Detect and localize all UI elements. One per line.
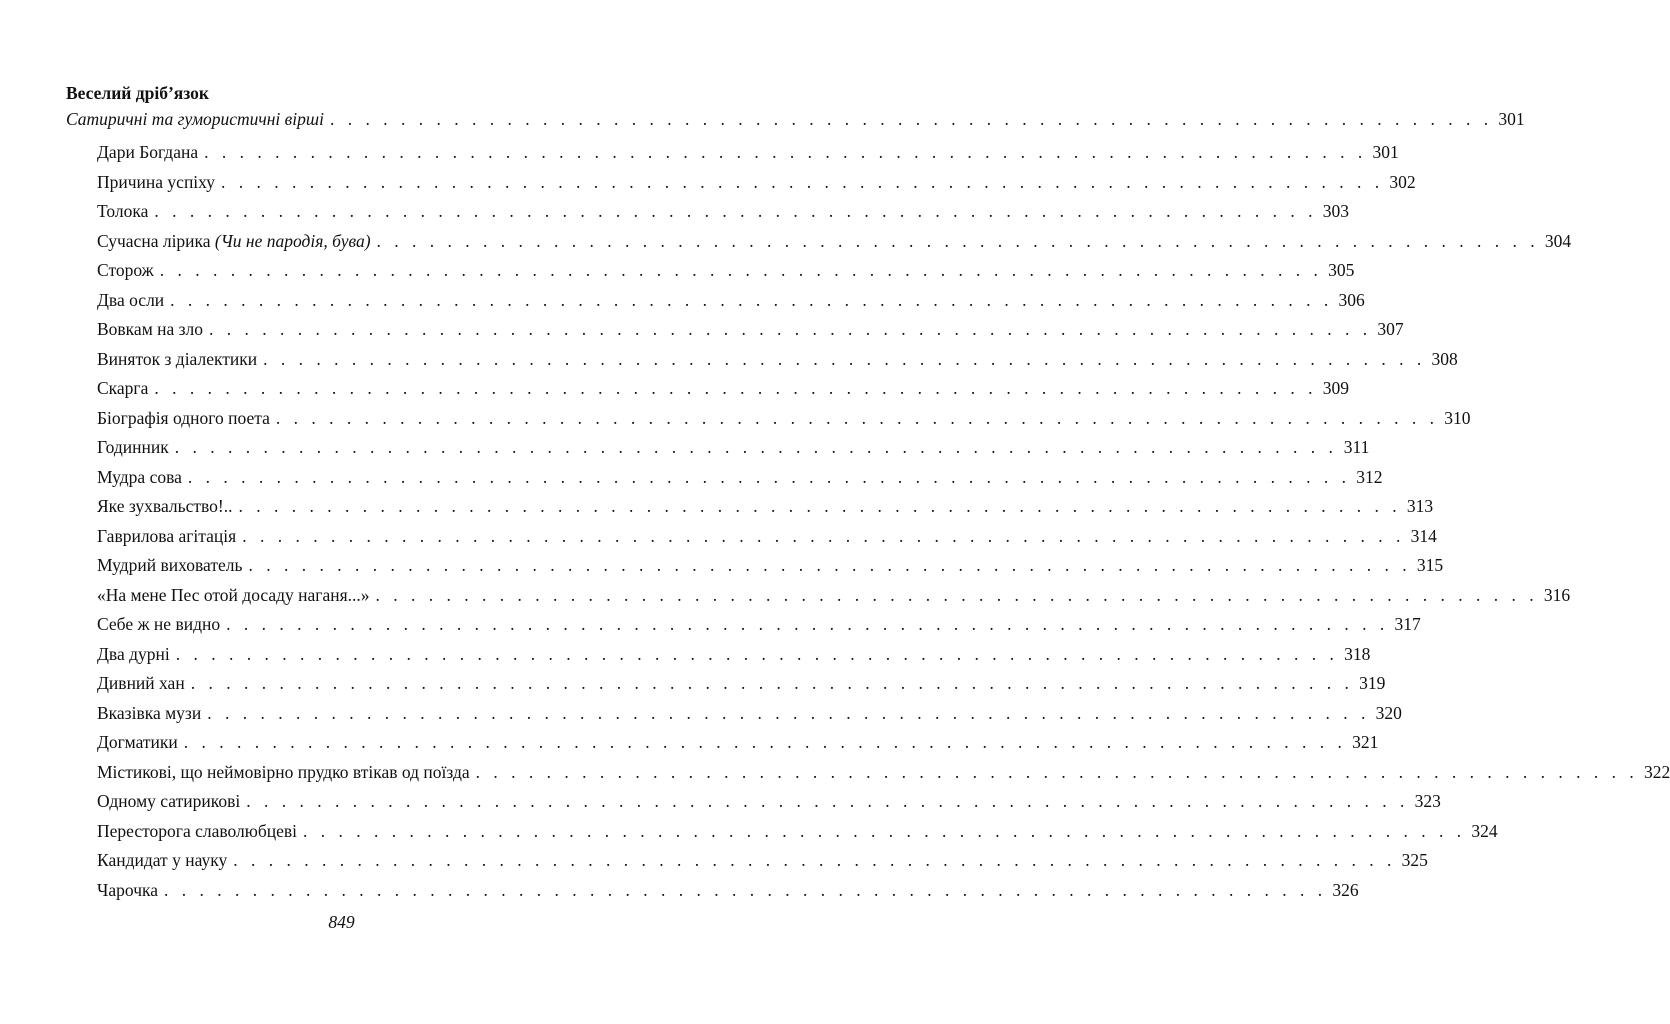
page-number: 309 xyxy=(1322,378,1349,398)
toc-entry xyxy=(66,728,1379,758)
entry-title-text: Дивний хан xyxy=(97,673,185,693)
entry-title-text: Яке зухвальство!.. xyxy=(97,496,233,516)
entry-title xyxy=(97,315,203,345)
page-number: 310 xyxy=(1444,407,1471,428)
page-number: 326 xyxy=(1332,879,1359,900)
entry-title xyxy=(97,522,236,552)
entry-title xyxy=(97,817,297,847)
dot-leader: . . . . . . . . . . . . . . . . . . . . . . . . . . . . . . . . . . . . . . . . . . . . . . . . . . . . . . . . . . . . . . . . . . xyxy=(159,260,1323,280)
page-number: 324 xyxy=(1471,820,1498,841)
table-of-contents xyxy=(66,82,1670,905)
section-subtitle: Сатиричні та гумористичні вірші xyxy=(66,109,324,129)
dot-leader: . . . . . . . . . . . . . . . . . . . . . . . . . . . . . . . . . . . . . . . . . . . . . . . . . . . . . . . . . . . . . . . . . . xyxy=(246,791,1409,811)
toc-entry xyxy=(66,492,1434,522)
entry-title-text: Два дурні xyxy=(97,643,170,664)
page-folio: 849 xyxy=(328,912,355,932)
toc-entry xyxy=(66,522,1437,552)
dot-leader: . . . . . . . . . . . . . . . . . . . . . . . . . . . . . . . . . . . . . . . . . . . . . . . . . . . . . . . . . . . . . . . . . . xyxy=(248,555,1412,575)
page-number: 308 xyxy=(1431,348,1458,369)
entry-title-text: Два осли xyxy=(97,289,165,310)
entry-title xyxy=(97,404,270,434)
toc-entry xyxy=(66,699,1402,729)
page-number: 313 xyxy=(1406,496,1434,516)
dot-leader: . . . . . . . . . . . . . . . . . . . . . . . . . . . . . . . . . . . . . . . . . . . . . . . . . . . . . . . . . . . . . . . . . . xyxy=(242,525,1405,546)
page-number: 317 xyxy=(1394,614,1421,634)
entry-title xyxy=(97,197,148,227)
toc-entry xyxy=(66,846,1428,876)
entry-title xyxy=(97,758,470,788)
entry-title xyxy=(97,699,201,729)
toc-entry xyxy=(66,551,1444,581)
entry-title-text: «На мене Пес отой досаду наганя...» xyxy=(97,584,370,605)
entry-title-text: Виняток з діалектики xyxy=(97,348,258,369)
dot-leader: . . . . . . . . . . . . . . . . . . . . . . . . . . . . . . . . . . . . . . . . . . . . . . . . . . . . . . . . . . . . . . . . . . xyxy=(187,466,1351,487)
entry-title-text: Скарга xyxy=(97,378,149,398)
page-number: 316 xyxy=(1543,584,1571,605)
page-number: 325 xyxy=(1401,850,1428,870)
dot-leader: . . . . . . . . . . . . . . . . . . . . . . . . . . . . . . . . . . . . . . . . . . . . . . . . . . . . . . . . . . . . . . . . . . xyxy=(154,201,1318,221)
page-number: 307 xyxy=(1377,319,1404,339)
toc-entries xyxy=(66,138,1670,905)
entry-title xyxy=(97,551,242,581)
page-number: 320 xyxy=(1375,702,1402,723)
entry-title xyxy=(97,787,240,817)
section-title: Веселий дріб’язок xyxy=(66,83,210,103)
page-number: 304 xyxy=(1544,230,1572,251)
toc-entry xyxy=(66,404,1471,434)
dot-leader: . . . . . . . . . . . . . . . . . . . . . . . . . . . . . . . . . . . . . . . . . . . . . . . . . . . . . . . . . . . . . . . . . . xyxy=(263,348,1426,369)
page-number: 301 xyxy=(1372,142,1399,162)
entry-title-text: Мудрий вихователь xyxy=(97,555,243,575)
entry-title-text: Пересторога славолюбцеві xyxy=(97,820,298,841)
entry-title xyxy=(97,463,182,493)
toc-entry xyxy=(66,817,1498,847)
toc-entry xyxy=(66,256,1355,286)
section-subtitle-row xyxy=(66,106,1525,132)
page-number: 314 xyxy=(1410,525,1437,546)
page-number: 303 xyxy=(1322,201,1350,221)
entry-title xyxy=(97,286,164,316)
entry-title xyxy=(97,227,371,257)
entry-title xyxy=(97,138,198,168)
toc-entry xyxy=(66,345,1458,375)
entry-title xyxy=(97,492,232,522)
toc-entry xyxy=(66,286,1365,316)
entry-note: (Чи не пародія, бува) xyxy=(214,230,371,251)
entry-title-text: Чарочка xyxy=(97,879,158,900)
entry-title-text: Вовкам на зло xyxy=(97,319,204,339)
dot-leader: . . . . . . . . . . . . . . . . . . . . . . . . . . . . . . . . . . . . . . . . . . . . . . . . . . . . . . . . . . . . . . . . . . xyxy=(164,879,1327,900)
toc-entry xyxy=(66,876,1359,906)
entry-title-text: Себе ж не видно xyxy=(97,614,221,634)
toc-entry xyxy=(66,787,1441,817)
entry-title-text: Сторож xyxy=(97,260,154,280)
dot-leader: . . . . . . . . . . . . . . . . . . . . . . . . . . . . . . . . . . . . . . . . . . . . . . . . . . . . . . . . . . . . . . . . . . xyxy=(221,171,1384,192)
dot-leader: . . . . . . . . . . . . . . . . . . . . . . . . . . . . . . . . . . . . . . . . . . . . . . . . . . . . . . . . . . . . . . . . . . xyxy=(303,820,1466,841)
entry-title xyxy=(97,610,220,640)
entry-title-text: Гаврилова агітація xyxy=(97,525,237,546)
dot-leader: . . . . . . . . . . . . . . . . . . . . . . . . . . . . . . . . . . . . . . . . . . . . . . . . . . . . . . . . . . . . . . . . . . xyxy=(190,673,1354,693)
dot-leader: . . . . . . . . . . . . . . . . . . . . . . . . . . . . . . . . . . . . . . . . . . . . . . . . . . . . . . . . . . . . . . . . . . xyxy=(275,407,1439,428)
page-number: 322 xyxy=(1644,761,1670,782)
entry-title-text: Містикові, що неймовірно прудко втікав од поїзда xyxy=(97,761,470,782)
entry-title xyxy=(97,581,370,611)
dot-leader: . . . . . . . . . . . . . . . . . . . . . . . . . . . . . . . . . . . . . . . . . . . . . . . . . . . . . . . . . . . . . . . . . . xyxy=(207,702,1370,723)
dot-leader: . . . . . . . . . . . . . . . . . . . . . . . . . . . . . . . . . . . . . . . . . . . . . . . . . . . . . . . . . . . . . . . . . . xyxy=(170,289,1333,310)
dot-leader: . . . . . . . . . . . . . . . . . . . . . . . . . . . . . . . . . . . . . . . . . . . . . . . . . . . . . . . . . . . . . . . . . . xyxy=(226,614,1389,634)
entry-title-text: Вказівка музи xyxy=(97,702,202,723)
toc-entry xyxy=(66,581,1571,611)
entry-title-text: Толока xyxy=(97,201,149,221)
entry-title xyxy=(97,374,148,404)
entry-title xyxy=(97,669,185,699)
dot-leader: . . . . . . . . . . . . . . . . . . . . . . . . . . . . . . . . . . . . . . . . . . . . . . . . . . . . . . . . . . . . . . . . . . xyxy=(183,732,1347,752)
entry-title-text: Кандидат у науку xyxy=(97,850,228,870)
page-number: 321 xyxy=(1352,732,1379,752)
dot-leader: . . . . . . . . . . . . . . . . . . . . . . . . . . . . . . . . . . . . . . . . . . . . . . . . . . . . . . . . . . . . . . . . . . xyxy=(154,378,1317,398)
dot-leader: . . . . . . . . . . . . . . . . . . . . . . . . . . . . . . . . . . . . . . . . . . . . . . . . . . . . . . . . . . . . . . . . . . xyxy=(376,230,1540,251)
entry-title xyxy=(97,256,154,286)
page-number: 319 xyxy=(1359,673,1386,693)
entry-title xyxy=(97,640,170,670)
toc-entry xyxy=(66,138,1399,168)
toc-entry xyxy=(66,669,1386,699)
toc-entry xyxy=(66,433,1370,463)
dot-leader: . . . . . . . . . . . . . . . . . . . . . . . . . . . . . . . . . . . . . . . . . . . . . . . . . . . . . . . . . . . . . . . . . . xyxy=(475,761,1639,782)
page-number: 315 xyxy=(1416,555,1444,575)
entry-title-text: Годинник xyxy=(97,437,169,457)
dot-leader: . . . . . . . . . . . . . . . . . . . . . . . . . . . . . . . . . . . . . . . . . . . . . . . . . . . . . . . . . . . . . . . . . . xyxy=(174,437,1338,457)
page-number: 311 xyxy=(1343,437,1370,457)
dot-leader: . . . . . . . . . . . . . . . . . . . . . . . . . . . . . . . . . . . . . . . . . . . . . . . . . . . . . . . . . . . . . . . . . . xyxy=(233,850,1396,870)
entry-title-text: Догматики xyxy=(97,732,178,752)
entry-title-text: Біографія одного поета xyxy=(97,407,270,428)
toc-entry xyxy=(66,758,1670,788)
page-number: 302 xyxy=(1389,171,1416,192)
page-number: 323 xyxy=(1414,791,1441,811)
entry-title-text: Дари Богдана xyxy=(97,142,199,162)
dot-leader: . . . . . . . . . . . . . . . . . . . . . . . . . . . . . . . . . . . . . . . . . . . . . . . . . . . . . . . . . . . . . . . . . . xyxy=(204,142,1367,162)
entry-title-text: Одному сатирикові xyxy=(97,791,241,811)
dot-leader: . . . . . . . . . . . . . . . . . . . . . . . . . . . . . . . . . . . . . . . . . . . . . . . . . . . . . . . . . . . . . . . . . . xyxy=(238,496,1402,516)
toc-entry xyxy=(66,463,1383,493)
entry-title xyxy=(97,728,178,758)
page-number: 306 xyxy=(1338,289,1365,310)
entry-title xyxy=(97,168,215,198)
toc-entry xyxy=(66,374,1349,404)
entry-title-text: Мудра сова xyxy=(97,466,182,487)
entry-title xyxy=(97,876,158,906)
page-number: 318 xyxy=(1344,643,1371,664)
toc-entry xyxy=(66,227,1572,257)
dot-leader: . . . . . . . . . . . . . . . . . . . . . . . . . . . . . . . . . . . . . . . . . . . . . . . . . . . . . . . . . . . . . . . . . . xyxy=(209,319,1372,339)
entry-title xyxy=(97,846,227,876)
toc-entry xyxy=(66,640,1371,670)
toc-entry xyxy=(66,610,1421,640)
page-number: 312 xyxy=(1356,466,1383,487)
dot-leader: . . . . . . . . . . . . . . . . . . . . . . . . . . . . . . . . . . . . . . . . . . . . . . . . . . . . . . . . . . . . . . . . . . xyxy=(329,109,1493,129)
toc-entry xyxy=(66,197,1350,227)
dot-leader: . . . . . . . . . . . . . . . . . . . . . . . . . . . . . . . . . . . . . . . . . . . . . . . . . . . . . . . . . . . . . . . . . . xyxy=(375,584,1539,605)
toc-entry xyxy=(66,315,1404,345)
entry-title xyxy=(97,433,169,463)
page-number: 301 xyxy=(1498,109,1525,129)
entry-title-text: Сучасна лірика xyxy=(97,230,215,251)
dot-leader: . . . . . . . . . . . . . . . . . . . . . . . . . . . . . . . . . . . . . . . . . . . . . . . . . . . . . . . . . . . . . . . . . . xyxy=(175,643,1339,664)
entry-title xyxy=(97,345,257,375)
entry-title-text: Причина успіху xyxy=(97,171,216,192)
page-number: 305 xyxy=(1328,260,1355,280)
toc-entry xyxy=(66,168,1416,198)
